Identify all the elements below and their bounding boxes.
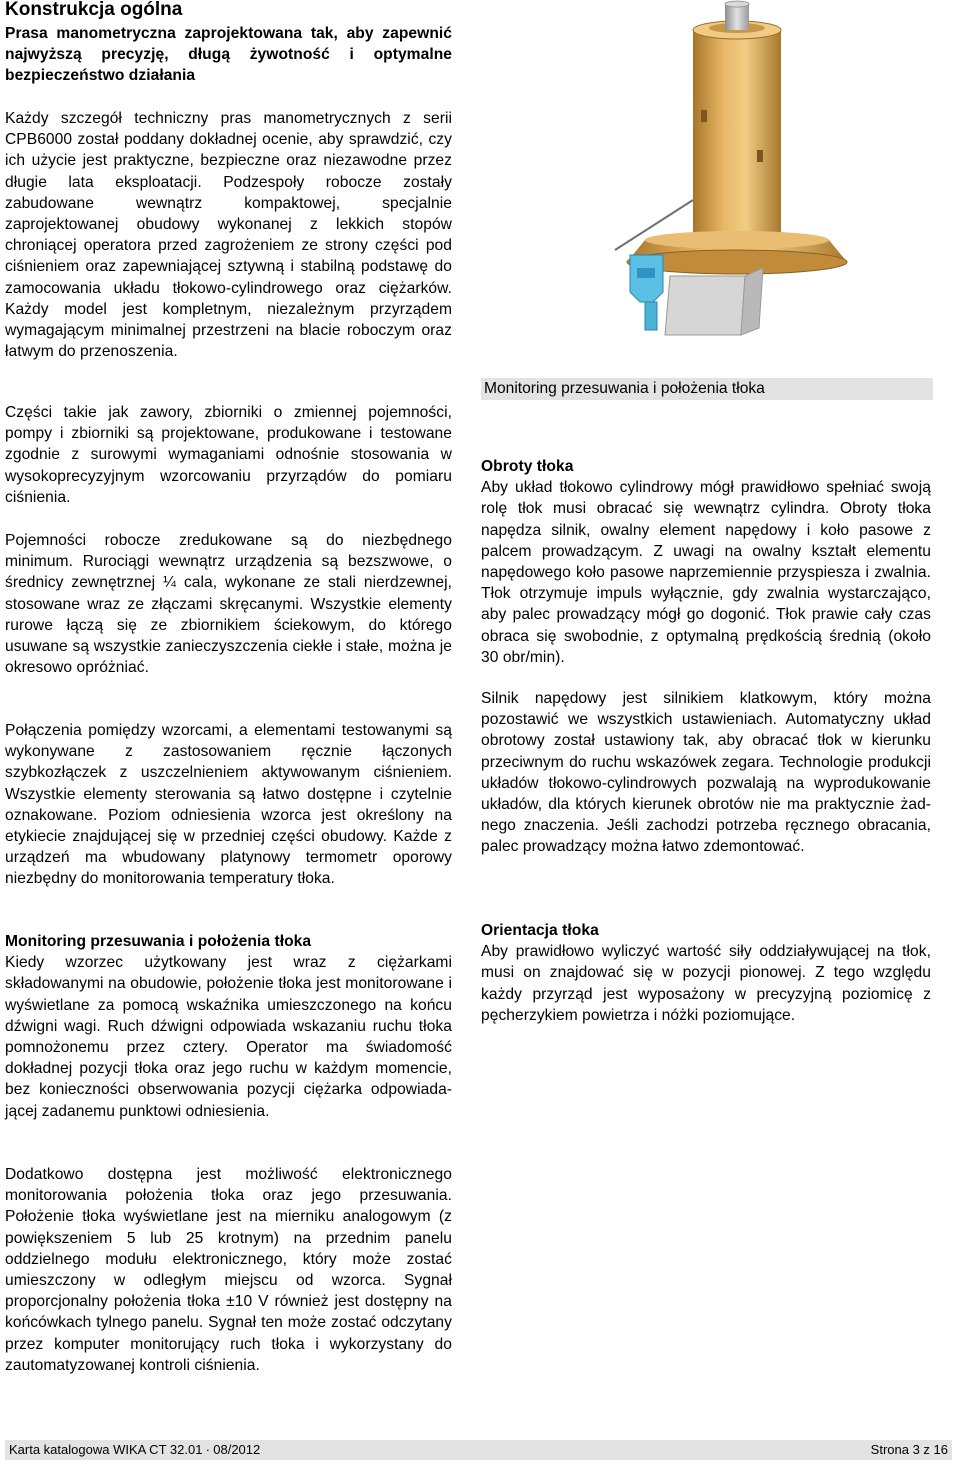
paragraph-volumes: Pojemności robocze zredukowane są do niezbędnego minimum. Rurociągi wewnątrz urządzenia są bezszwowe, o średnicy zewnętrznej ¼ cala, wykonane ze stali nierdzewnej, stosowane wraz ze złączami skręcanymi. Wszystkie elementy rurowe łączą się ze zbiornikiem ściekowym, do którego usuwane są wszystkie zanieczyszczenia ciekłe i stałe, można je okresowo opróżniać. [5,532,452,677]
blue-bracket [630,255,663,330]
piston-cylinder-illustration [585,0,910,345]
section-band-heading: Monitoring przesuwania i położenia tłoka [481,378,933,400]
paragraph-connections: Połączenia pomiędzy wzorcami, a elementami testowanymi są wykonywane z zastosowaniem ręcznie łączonych szybkozłączek z uszczelnieniem aktywowanym ciśnieniem. Wszystkie elementy sterowania są łatwo dostępne i czytelnie oznakowane. Poziom odniesienia wzorca jest określony na etykiecie znajdującej się w przedniej części obudowy. Każde z urządzeń ma wbudowany platynowy termometr oporowy niezbędny do monitorowania temperatury tłoka. [5,722,452,888]
section-piston-rotation-heading: Obroty tłoka [481,458,574,475]
paragraph-general: Każdy szczegół techniczny pras manometrycznych z serii CPB6000 został poddany dokładnej ocenie, aby sprawdzić, czy ich użycie jest praktyczne, bezpieczne oraz niezawodne przez długie lata eksploatacji. Podzespoły robocze zostały zabudowane wewnątrz kompaktowej, specjalnie zaprojektowanej obudowy wykonanej z lekkich stopów chroniącej operatora przed zagrożeniem ze strony części pod ciśnieniem oraz zapewniającej sztywną i stabilną podstawę do zamocowania układu tłokowo-cylindrowego oraz ciężarków. Każdy model jest kompletnym, niezależnym przyrządem wymagającym minimalnej przestrzeni na blacie roboczym oraz łatwym do przenoszenia. [5,110,452,361]
section-piston-rotation [481,456,931,668]
section-piston-orientation-text: Aby prawidłowo wyliczyć wartość siły oddziaływującej na tłok, musi on znajdować się w pozycji pionowej. Z tego względu każdy przyrząd jest wyposażony w precyzyjną poziomicę z pęcherzykiem powietrza i nóżki poziomujące. [481,943,931,1024]
page-footer [5,1440,952,1460]
section-monitoring [5,931,452,1122]
section-monitoring-text: Kiedy wzorzec użytkowany jest wraz z ciężarkami składowanymi na obudowie, położenie tłoka jest monitorowane i wyświetlane za pomocą wskaźnika umieszczonego na końcu dźwigni wagi. Ruch dźwigni odpowiada wskazaniu ruchu tłoka pomnożonemu przez cztery. Operator ma świadomość dokładnej pozycji tłoka oraz jego ruchu w każdym momencie, bez konieczności obserwowania pozycji ciężarka odpowiadającej zadanemu punktowi odniesienia. [5,954,452,1120]
grey-housing-panel [665,268,763,335]
intro-bold: Prasa manometryczna zaprojektowana tak, aby zapewnić najwyższą precyzję, długą żywotność i optymalne bezpieczeństwo działania [5,25,452,85]
paragraph-electronic-monitoring: Dodatkowo dostępna jest możliwość elektronicznego monitorowania położenia tłoka oraz jego przesuwania. Położenie tłoka wyświetlane jest na mierniku analogowym (z powiększeniem 5 lub 25 krotnym) na przednim panelu oddzielnego modułu elektronicznego, który może zostać umieszczony w odległym miejscu od wzorca. Sygnał proporcjonalny położenia tłoka ±10 V również jest dostępny na końcówkach tylnego panelu. Sygnał ten może zostać odczytany przez komputer monitorujący ruch tłoka i wykorzystany do zautomatyzowanej kontroli ciśnienia. [5,1166,452,1374]
footer-catalog-ref: Karta katalogowa WIKA CT 32.01 ∙ 08/2012 [9,1442,261,1457]
paragraph-drive-motor: Silnik napędowy jest silnikiem klatkowym, który można pozostawić we wszystkich ustawieniach. Automatyczny układ obrotowy został ustawiony tak, aby obracać tłok w kierunku przeciwnym do ruchu wskazówek zegara. Technologie produkcji układów tłokowo-cylindrowych pozwalają na wyprodukowanie układów, dla których kierunek obrotów nie ma praktycznie żadnego znaczenia. Jeśli zachodzi potrzeba ręcznego obracania, palec prowadzący można łatwo zdemontować. [481,690,931,856]
page-title: Konstrukcja ogólna [5,0,183,20]
cylinder-body [693,1,781,240]
section-monitoring-heading: Monitoring przesuwania i położenia tłoka [5,933,312,950]
section-piston-orientation [481,920,931,1026]
paragraph-parts: Części takie jak zawory, zbiorniki o zmiennej pojemności, pompy i zbiorniki są projektowane, produkowane i testowane zgodnie z surowymi wymaganiami odnośnie stosowania w wysokoprecyzyjnym wzorcowaniu przyrządów do pomiaru ciśnienia. [5,404,452,506]
section-piston-rotation-text: Aby układ tłokowo cylindrowy mógł prawidłowo spełniać swoją rolę tłok musi obracać się wewnątrz cylindra. Obroty tłoka napędza silnik, owalny element napędowy i koło pasowe z palcem prowadzącym. Z uwagi na owalny kształt elementu napędowego koło pasowe naprzemiennie przyspiesza i zwalnia. Tłok otrzymuje impuls wyłącznie, gdy zwalnia wystarczająco, aby palec prowadzący mógł go dogonić. Tłok prawie cały czas obraca się swobodnie, z optymalną prędkością średnią (około 30 obr/min). [481,479,931,666]
section-piston-orientation-heading: Orientacja tłoka [481,922,599,939]
footer-page-number: Strona 3 z 16 [870,1442,948,1457]
